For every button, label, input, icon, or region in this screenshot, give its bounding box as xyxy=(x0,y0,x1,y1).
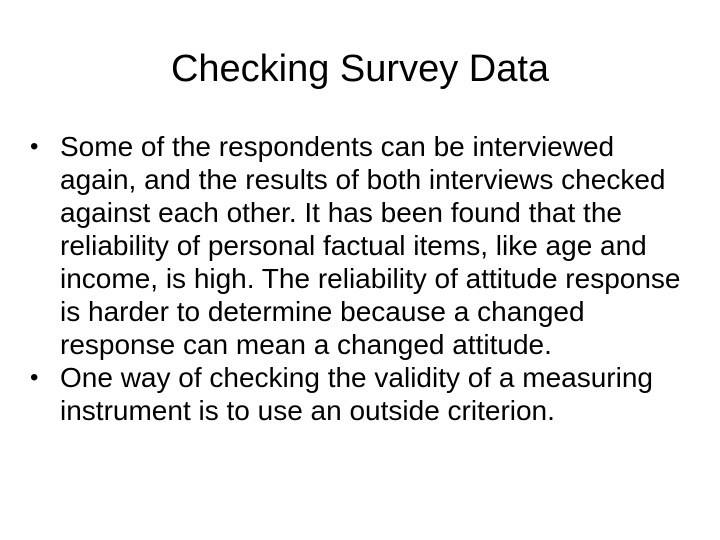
bullet-text: One way of checking the validity of a measuring instrument is to use an outside criterion. xyxy=(60,362,653,426)
bullet-list xyxy=(30,130,690,427)
bullet-marker-icon: • xyxy=(30,364,39,391)
bullet-marker-icon: • xyxy=(30,133,39,160)
bullet-text: Some of the respondents can be interviewed again, and the results of both interviews checked against each other. It has been found that the reliability of personal factual items, like age and income, is high. The reliability of attitude response is harder to determine because a changed response can mean a changed attitude. xyxy=(60,131,681,360)
slide-title: Checking Survey Data xyxy=(170,48,550,90)
bullet-item xyxy=(30,361,690,427)
bullet-item xyxy=(30,130,690,361)
